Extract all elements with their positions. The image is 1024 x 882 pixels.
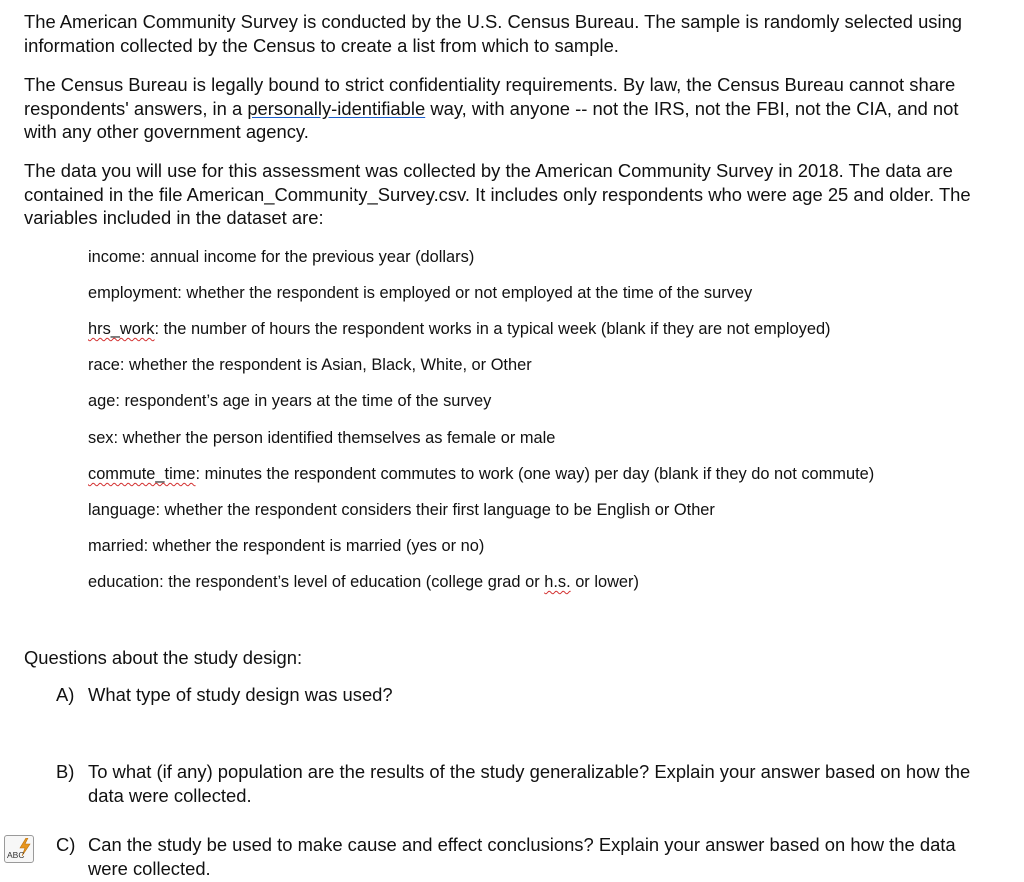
questions-heading: Questions about the study design: xyxy=(24,647,303,668)
intro-paragraph-2-text-start: The Census Bureau is legally bound to strict confidentiality requirements. By law, the Census Bureau cannot share respondents' answers, in a xyxy=(24,74,956,119)
intro-paragraph-2-text-end: way, with anyone -- not the IRS, not the FBI, not the CIA, and not with any other government agency. xyxy=(24,97,959,142)
personally-identifiable-link[interactable]: personally-identifiable xyxy=(247,97,426,119)
variable-name: employment xyxy=(88,284,178,302)
variable-name: married xyxy=(88,537,144,555)
variable-education xyxy=(88,572,988,592)
question-text: What type of study design was used? xyxy=(88,684,393,705)
question-b xyxy=(56,760,976,808)
variable-name: education xyxy=(88,573,160,591)
variable-desc: : the number of hours the respondent works in a typical week (blank if they are not employed) xyxy=(154,320,831,338)
spellcheck-label: ABC xyxy=(7,850,25,860)
variable-desc: : whether the respondent is married (yes or no) xyxy=(143,537,485,555)
variable-desc: : annual income for the previous year (dollars) xyxy=(140,248,475,266)
variable-commute-time xyxy=(88,464,988,484)
question-text: Can the study be used to make cause and effect conclusions? Explain your answer based on how the data were collected. xyxy=(88,834,956,879)
intro-paragraph-1: The American Community Survey is conducted by the U.S. Census Bureau. The sample is randomly selected using information collected by the Census to create a list from which to sample. xyxy=(24,11,963,56)
variable-desc: : whether the person identified themselves as female or male xyxy=(113,429,556,447)
variable-desc: : whether the respondent is Asian, Black, White, or Other xyxy=(119,356,532,374)
variable-desc: : whether the respondent is employed or not employed at the time of the survey xyxy=(177,284,753,302)
variable-name: hrs_work xyxy=(88,320,155,338)
variable-desc: : the respondent’s level of education (college grad or xyxy=(159,573,545,591)
variable-name: race xyxy=(88,356,120,374)
variable-race xyxy=(88,355,988,375)
variable-sex xyxy=(88,428,988,448)
question-a xyxy=(56,683,976,707)
variable-desc-flagged: h.s. xyxy=(544,573,571,591)
variable-employment xyxy=(88,283,988,303)
question-letter: A) xyxy=(56,684,75,705)
spellcheck-icon[interactable] xyxy=(4,835,34,863)
variable-hrs-work xyxy=(88,319,988,339)
intro-paragraph-2 xyxy=(24,73,994,144)
question-letter: B) xyxy=(56,761,75,782)
variable-name: language xyxy=(88,501,156,519)
question-c xyxy=(56,833,976,881)
variable-name: commute_time xyxy=(88,465,196,483)
variable-age xyxy=(88,391,988,411)
variable-name: sex xyxy=(88,429,114,447)
variable-desc: : respondent’s age in years at the time of the survey xyxy=(115,392,492,410)
question-text: To what (if any) population are the results of the study generalizable? Explain your answer based on how the data were collected. xyxy=(88,761,971,806)
variable-desc-end: or lower) xyxy=(570,573,639,591)
variable-desc: : whether the respondent considers their first language to be English or Other xyxy=(155,501,715,519)
variable-married xyxy=(88,536,988,556)
variable-name: age xyxy=(88,392,116,410)
variable-name: income xyxy=(88,248,141,266)
variable-income xyxy=(88,247,988,267)
intro-paragraph-3: The data you will use for this assessment was collected by the American Community Survey in 2018. The data are contained in the file American_Community_Survey.csv. It includes only respondents who were age 25 and older. The variables included in the dataset are: xyxy=(24,160,971,228)
question-letter: C) xyxy=(56,834,76,855)
variable-desc: : minutes the respondent commutes to work (one way) per day (blank if they do not commute) xyxy=(195,465,875,483)
variable-language xyxy=(88,500,988,520)
